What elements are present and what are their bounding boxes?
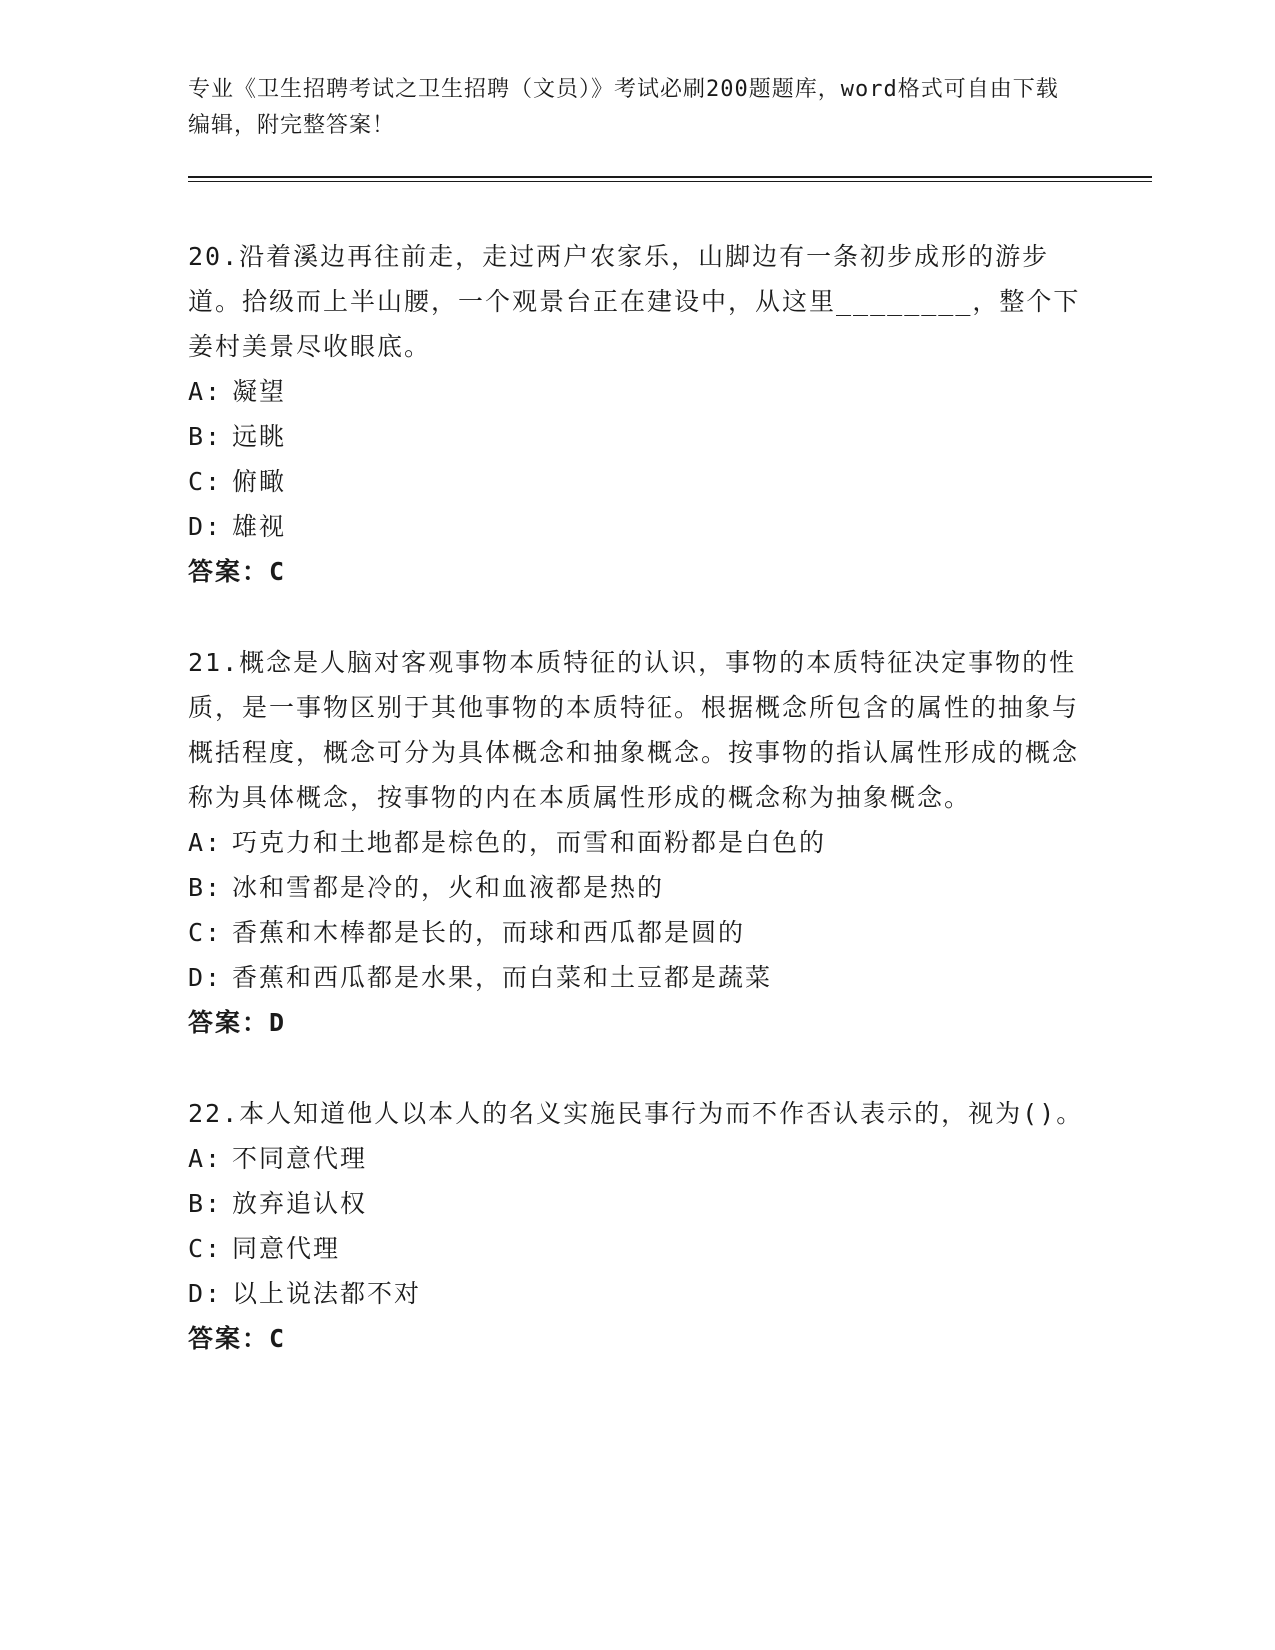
option-text: 冰和雪都是冷的，火和血液都是热的 [232, 873, 665, 902]
option-letter: C: [188, 467, 223, 496]
answer-line: 答案：C [188, 1324, 287, 1353]
option-a [188, 820, 1088, 865]
header-divider-thin [188, 181, 1152, 182]
option-c [188, 459, 1088, 504]
option-text: 香蕉和西瓜都是水果，而白菜和土豆都是蔬菜 [232, 963, 773, 992]
option-d [188, 504, 1088, 549]
option-text: 远眺 [232, 422, 287, 451]
option-letter: C: [188, 1234, 223, 1263]
option-letter: D: [188, 963, 223, 992]
question-22 [188, 1091, 1088, 1361]
option-d [188, 1271, 1088, 1316]
answer-line: 答案：D [188, 1008, 287, 1037]
option-c [188, 1226, 1088, 1271]
question-stem: 20.沿着溪边再往前走，走过两户农家乐，山脚边有一条初步成形的游步道。拾级而上半山腰，一个观景台正在建设中，从这里________，整个下姜村美景尽收眼底。 [188, 242, 1081, 361]
option-b [188, 865, 1088, 910]
option-d [188, 955, 1088, 1000]
document-header: 专业《卫生招聘考试之卫生招聘（文员）》考试必刷200题题库，word格式可自由下载编辑，附完整答案！ [188, 77, 1059, 138]
question-stem: 21.概念是人脑对客观事物本质特征的认识，事物的本质特征决定事物的性质，是一事物区别于其他事物的本质特征。根据概念所包含的属性的抽象与概括程度，概念可分为具体概念和抽象概念。按事物的指认属性形成的概念称为具体概念，按事物的内在本质属性形成的概念称为抽象概念。 [188, 648, 1080, 812]
question-stem: 22.本人知道他人以本人的名义实施民事行为而不作否认表示的，视为()。 [188, 1099, 1084, 1128]
option-text: 放弃追认权 [232, 1189, 368, 1218]
question-20 [188, 234, 1088, 594]
option-b [188, 1181, 1088, 1226]
option-text: 巧克力和土地都是棕色的，而雪和面粉都是白色的 [232, 828, 827, 857]
option-letter: B: [188, 422, 223, 451]
option-letter: D: [188, 1279, 223, 1308]
option-letter: C: [188, 918, 223, 947]
option-text: 同意代理 [232, 1234, 341, 1263]
option-letter: A: [188, 1144, 223, 1173]
option-text: 雄视 [232, 512, 287, 541]
option-letter: B: [188, 1189, 223, 1218]
option-letter: A: [188, 377, 223, 406]
option-text: 香蕉和木棒都是长的，而球和西瓜都是圆的 [232, 918, 746, 947]
option-a [188, 1136, 1088, 1181]
option-letter: D: [188, 512, 223, 541]
question-list [188, 234, 1088, 1407]
answer-line: 答案：C [188, 557, 287, 586]
option-b [188, 414, 1088, 459]
option-letter: B: [188, 873, 223, 902]
header-divider-thick [188, 176, 1152, 178]
option-text: 不同意代理 [232, 1144, 368, 1173]
option-letter: A: [188, 828, 223, 857]
option-text: 俯瞰 [232, 467, 287, 496]
question-21 [188, 640, 1088, 1045]
option-c [188, 910, 1088, 955]
option-text: 以上说法都不对 [232, 1279, 422, 1308]
option-a [188, 369, 1088, 414]
option-text: 凝望 [232, 377, 287, 406]
